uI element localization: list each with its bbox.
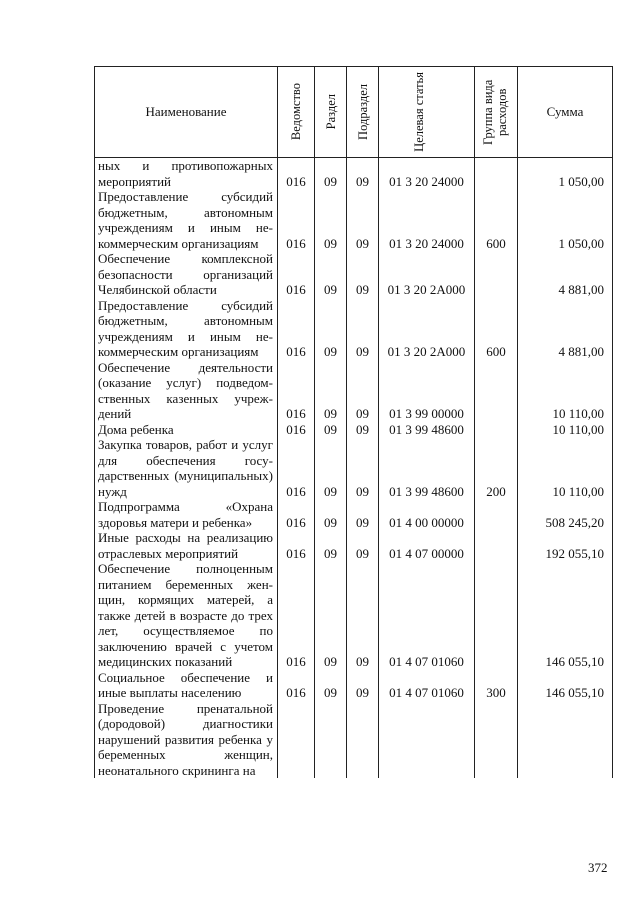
row-podrazdel: 09 (347, 158, 379, 190)
row-ved: 016 (278, 670, 315, 701)
row-gruppa (475, 499, 518, 530)
row-podrazdel: 09 (347, 437, 379, 499)
row-name: ных и противопожарных мероприятий (95, 158, 278, 190)
row-gruppa (475, 158, 518, 190)
row-name: Иные расходы на реализацию отраслевых мероприятий (95, 530, 278, 561)
row-razdel: 09 (315, 360, 347, 422)
table-row (95, 530, 613, 561)
header-celevaya-cell (379, 67, 475, 158)
row-podrazdel: 09 (347, 530, 379, 561)
row-name: Подпрограмма «Охрана здоровья матери и ребенка» (95, 499, 278, 530)
row-podrazdel (347, 701, 379, 779)
row-summa: 10 110,00 (518, 422, 613, 438)
table-row (95, 360, 613, 422)
table-row (95, 251, 613, 298)
row-podrazdel: 09 (347, 360, 379, 422)
row-celevaya: 01 3 99 48600 (379, 437, 475, 499)
row-razdel: 09 (315, 251, 347, 298)
row-name: Закупка товаров, работ и услуг для обеспечения государственных (муниципальных) нужд (95, 437, 278, 499)
table-row (95, 670, 613, 701)
row-name: Дома ребенка (95, 422, 278, 438)
row-summa: 146 055,10 (518, 561, 613, 670)
row-ved: 016 (278, 530, 315, 561)
header-gruppa-cell (475, 67, 518, 158)
row-razdel: 09 (315, 561, 347, 670)
row-razdel (315, 701, 347, 779)
row-podrazdel: 09 (347, 189, 379, 251)
row-ved: 016 (278, 251, 315, 298)
row-gruppa: 200 (475, 437, 518, 499)
row-razdel: 09 (315, 189, 347, 251)
budget-table (94, 66, 613, 778)
row-summa: 1 050,00 (518, 189, 613, 251)
table-row (95, 437, 613, 499)
row-celevaya (379, 701, 475, 779)
row-celevaya: 01 3 20 2А000 (379, 298, 475, 360)
row-razdel: 09 (315, 422, 347, 438)
row-ved: 016 (278, 360, 315, 422)
table-row (95, 158, 613, 190)
row-podrazdel: 09 (347, 499, 379, 530)
row-gruppa: 600 (475, 298, 518, 360)
row-ved: 016 (278, 189, 315, 251)
row-razdel: 09 (315, 670, 347, 701)
row-razdel: 09 (315, 298, 347, 360)
header-razdel: Раздел (323, 94, 338, 130)
header-ved-cell (278, 67, 315, 158)
row-ved: 016 (278, 298, 315, 360)
row-ved: 016 (278, 499, 315, 530)
row-gruppa (475, 701, 518, 779)
row-gruppa (475, 251, 518, 298)
row-summa: 10 110,00 (518, 360, 613, 422)
row-name: Предоставление субсидий бюджетным, автономным учреждениям и иным некоммерческим организациям (95, 189, 278, 251)
row-ved: 016 (278, 437, 315, 499)
header-ved: Ведомство (289, 83, 303, 141)
row-ved: 016 (278, 561, 315, 670)
row-name: Обеспечение полноценным питанием беременных женщин, кормящих матерей, а также детей в возрасте до трех лет, осуществляемое по заключению врачей с учетом медицинских показаний (95, 561, 278, 670)
page-number: 372 (588, 860, 608, 875)
row-podrazdel: 09 (347, 561, 379, 670)
row-name: Обеспечение комплексной безопасности организаций Челябинской области (95, 251, 278, 298)
row-razdel: 09 (315, 437, 347, 499)
row-podrazdel: 09 (347, 670, 379, 701)
row-summa: 508 245,20 (518, 499, 613, 530)
row-gruppa (475, 360, 518, 422)
table-row (95, 189, 613, 251)
row-celevaya: 01 3 20 2А000 (379, 251, 475, 298)
row-celevaya: 01 4 00 00000 (379, 499, 475, 530)
row-celevaya: 01 4 07 00000 (379, 530, 475, 561)
row-celevaya: 01 3 99 48600 (379, 422, 475, 438)
row-gruppa: 300 (475, 670, 518, 701)
header-podrazdel: Подраздел (355, 84, 370, 140)
row-podrazdel: 09 (347, 298, 379, 360)
row-celevaya: 01 3 20 24000 (379, 189, 475, 251)
row-summa (518, 701, 613, 779)
row-summa: 4 881,00 (518, 251, 613, 298)
table-row (95, 422, 613, 438)
row-celevaya: 01 4 07 01060 (379, 670, 475, 701)
table-row (95, 298, 613, 360)
row-razdel: 09 (315, 158, 347, 190)
row-celevaya: 01 3 20 24000 (379, 158, 475, 190)
header-name: Наименование (95, 67, 278, 158)
row-celevaya: 01 3 99 00000 (379, 360, 475, 422)
table-row (95, 701, 613, 779)
table-row (95, 561, 613, 670)
row-summa: 146 055,10 (518, 670, 613, 701)
table-header-row (95, 67, 613, 158)
row-celevaya: 01 4 07 01060 (379, 561, 475, 670)
row-name: Социальное обеспечение и иные выплаты населению (95, 670, 278, 701)
row-gruppa (475, 561, 518, 670)
row-name: Предоставление субсидий бюджетным, автономным учреждениям и иным некоммерческим организациям (95, 298, 278, 360)
row-ved: 016 (278, 158, 315, 190)
row-summa: 192 055,10 (518, 530, 613, 561)
row-summa: 1 050,00 (518, 158, 613, 190)
row-razdel: 09 (315, 499, 347, 530)
row-gruppa: 600 (475, 189, 518, 251)
row-name: Обеспечение деятельности (оказание услуг) подведомственных казенных учреждений (95, 360, 278, 422)
row-ved (278, 701, 315, 779)
table-row (95, 499, 613, 530)
row-podrazdel: 09 (347, 251, 379, 298)
header-summa: Сумма (518, 67, 613, 158)
row-gruppa (475, 422, 518, 438)
row-summa: 10 110,00 (518, 437, 613, 499)
row-podrazdel: 09 (347, 422, 379, 438)
row-razdel: 09 (315, 530, 347, 561)
header-gruppa: Группа вида расходов (481, 79, 509, 145)
row-name: Проведение пренатальной (дородовой) диагностики нарушений развития ребенка у беременных женщин, неонатального скрининга на (95, 701, 278, 779)
header-razdel-cell (315, 67, 347, 158)
row-gruppa (475, 530, 518, 561)
header-celevaya: Целевая статья (411, 72, 426, 152)
row-summa: 4 881,00 (518, 298, 613, 360)
header-podrazdel-cell (347, 67, 379, 158)
row-ved: 016 (278, 422, 315, 438)
